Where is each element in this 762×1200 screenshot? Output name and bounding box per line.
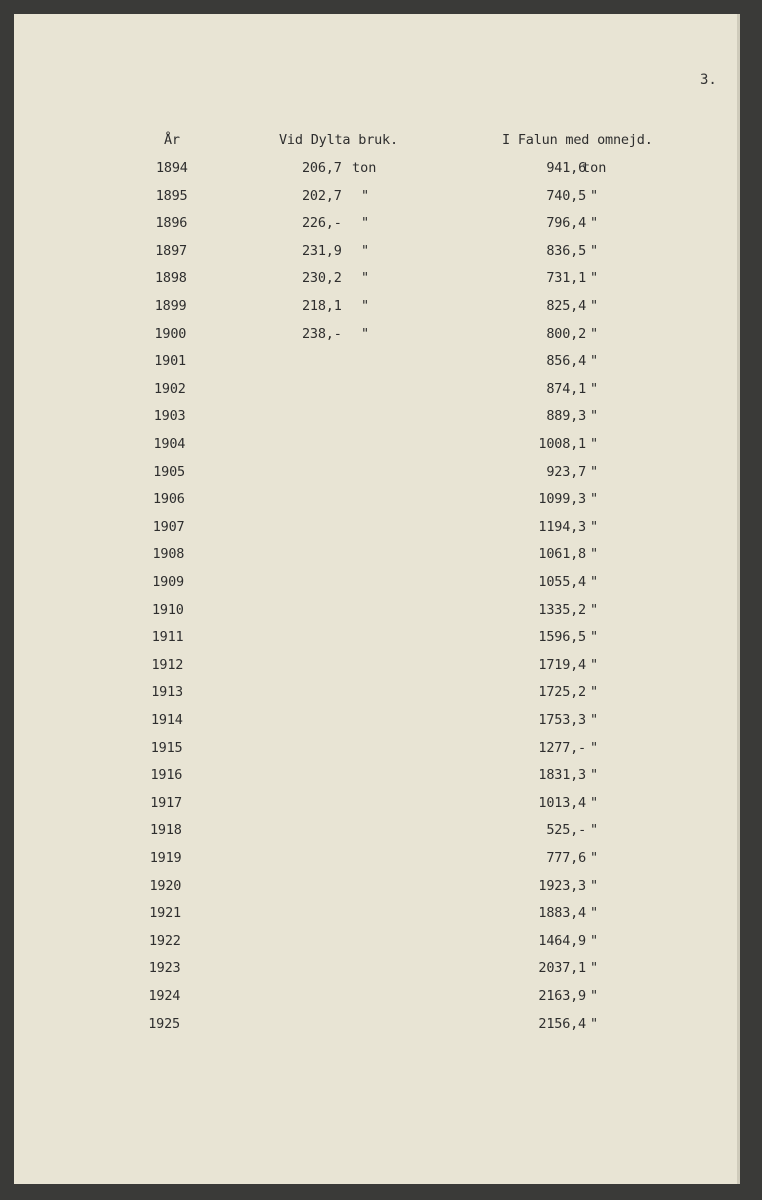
falun-value: 1883,4: [538, 905, 586, 922]
dylta-unit: ": [361, 187, 370, 204]
dylta-value: 202,7: [302, 187, 342, 204]
falun-value: 941,6: [546, 160, 586, 176]
falun-value: 836,5: [546, 242, 586, 259]
falun-unit: ": [590, 215, 599, 232]
falun-value: 2156,4: [538, 1015, 586, 1032]
dylta-value: 206,7: [302, 160, 342, 176]
falun-unit: ": [590, 988, 599, 1004]
falun-value: 874,1: [546, 380, 586, 397]
dylta-value: 231,9: [302, 242, 342, 259]
falun-value: 740,5: [546, 187, 586, 204]
falun-value: 796,4: [546, 215, 586, 232]
falun-unit: ": [590, 767, 599, 784]
year-cell: 1903: [153, 408, 186, 425]
year-cell: 1917: [150, 794, 182, 811]
year-cell: 1904: [153, 436, 186, 452]
falun-unit: ": [590, 712, 599, 728]
falun-value: 1061,8: [538, 546, 586, 563]
document-page: [14, 14, 740, 1184]
falun-unit: ": [590, 380, 599, 397]
falun-unit: ": [590, 877, 599, 894]
year-cell: 1916: [150, 767, 183, 784]
year-cell: 1910: [152, 601, 184, 618]
falun-unit: ": [590, 463, 599, 480]
falun-value: 1831,3: [538, 767, 586, 784]
dylta-unit: ": [361, 270, 370, 287]
falun-value: 1008,1: [538, 436, 586, 452]
year-cell: 1896: [155, 215, 188, 232]
falun-unit: ": [590, 518, 599, 535]
falun-unit: ": [590, 850, 599, 866]
year-cell: 1907: [152, 518, 185, 535]
falun-unit: ton: [582, 160, 607, 176]
falun-unit: ": [590, 905, 599, 922]
falun-value: 825,4: [546, 298, 586, 314]
falun-value: 731,1: [546, 270, 586, 287]
header-year: År: [164, 132, 180, 148]
falun-unit: ": [590, 932, 599, 949]
year-cell: 1900: [154, 325, 187, 342]
falun-unit: ": [590, 822, 599, 839]
dylta-value: 230,2: [302, 270, 342, 287]
dylta-unit: ton: [352, 160, 377, 176]
falun-value: 1099,3: [538, 491, 586, 508]
falun-unit: ": [590, 684, 599, 701]
falun-unit: ": [590, 1015, 599, 1032]
year-cell: 1899: [154, 298, 187, 314]
falun-unit: ": [590, 629, 599, 646]
falun-unit: ": [590, 270, 599, 287]
falun-value: 1013,4: [538, 794, 586, 811]
falun-value: 525,-: [546, 822, 586, 839]
falun-value: 1335,2: [538, 601, 586, 618]
year-cell: 1911: [151, 629, 184, 646]
falun-unit: ": [590, 298, 599, 314]
year-cell: 1902: [154, 380, 186, 397]
year-cell: 1895: [155, 187, 188, 204]
falun-unit: ": [590, 960, 599, 977]
falun-value: 1194,3: [538, 518, 586, 535]
dylta-unit: ": [361, 325, 370, 342]
dylta-unit: ": [361, 298, 370, 314]
falun-value: 1725,2: [538, 684, 586, 701]
falun-value: 923,7: [546, 463, 586, 480]
year-cell: 1898: [155, 270, 187, 287]
falun-value: 777,6: [546, 850, 586, 866]
falun-value: 1055,4: [538, 574, 586, 590]
year-cell: 1909: [152, 574, 184, 590]
falun-value: 2037,1: [538, 960, 586, 977]
falun-value: 800,2: [546, 325, 586, 342]
year-cell: 1914: [151, 712, 183, 728]
falun-value: 1753,3: [538, 712, 586, 728]
falun-unit: ": [590, 436, 599, 452]
falun-value: 1923,3: [538, 877, 586, 894]
falun-unit: ": [590, 187, 599, 204]
falun-value: 1277,-: [538, 739, 586, 756]
year-cell: 1897: [155, 242, 187, 259]
page-number: 3.: [700, 72, 717, 88]
year-cell: 1925: [148, 1015, 180, 1032]
falun-value: 2163,9: [538, 988, 586, 1004]
dylta-value: 238,-: [302, 325, 342, 342]
falun-value: 1596,5: [538, 629, 586, 646]
year-cell: 1901: [154, 353, 186, 370]
year-cell: 1912: [151, 656, 184, 673]
year-cell: 1905: [153, 463, 185, 480]
year-cell: 1923: [148, 960, 181, 977]
falun-value: 856,4: [546, 353, 586, 370]
header-dylta: Vid Dylta bruk.: [279, 132, 398, 148]
falun-unit: ": [590, 353, 599, 370]
dylta-unit: ": [361, 215, 370, 232]
year-cell: 1913: [151, 684, 183, 701]
year-cell: 1908: [152, 546, 185, 563]
falun-unit: ": [590, 574, 599, 590]
falun-unit: ": [590, 546, 599, 563]
falun-unit: ": [590, 325, 599, 342]
year-cell: 1918: [150, 822, 182, 839]
falun-unit: ": [590, 794, 599, 811]
year-cell: 1922: [149, 932, 181, 949]
year-cell: 1915: [150, 739, 183, 756]
falun-value: 1464,9: [538, 932, 586, 949]
falun-unit: ": [590, 739, 599, 756]
year-cell: 1920: [149, 877, 182, 894]
year-cell: 1924: [148, 988, 181, 1004]
dylta-unit: ": [361, 242, 370, 259]
year-cell: 1894: [156, 160, 188, 176]
falun-unit: ": [590, 408, 599, 425]
falun-unit: ": [590, 491, 599, 508]
falun-unit: ": [590, 656, 599, 673]
falun-unit: ": [590, 601, 599, 618]
dylta-value: 218,1: [302, 298, 342, 314]
falun-value: 889,3: [546, 408, 586, 425]
falun-value: 1719,4: [538, 656, 586, 673]
year-cell: 1921: [149, 905, 181, 922]
year-cell: 1919: [149, 850, 182, 866]
header-falun: I Falun med omnejd.: [502, 132, 653, 148]
year-cell: 1906: [153, 491, 185, 508]
falun-unit: ": [590, 242, 599, 259]
dylta-value: 226,-: [302, 215, 342, 232]
